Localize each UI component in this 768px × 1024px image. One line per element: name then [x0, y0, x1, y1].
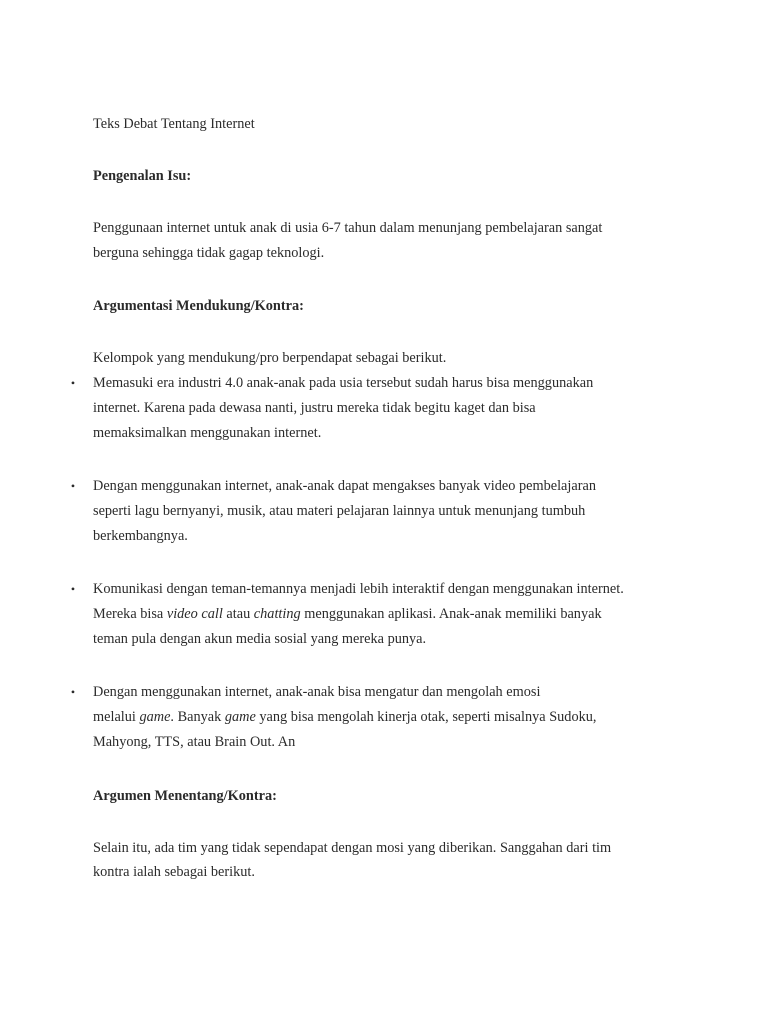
bullet-marker: •	[70, 376, 76, 390]
text-segment: yang bisa mengolah kinerja otak, seperti misalnya Sudoku,	[255, 709, 597, 725]
pro-bullet-1-line-2: internet. Karena pada dewasa nanti, justru mereka tidak begitu kaget dan bisa	[93, 400, 536, 416]
pro-bullet-2-line-3: berkembangnya.	[93, 528, 188, 544]
heading-pro: Argumentasi Mendukung/Kontra:	[93, 298, 304, 314]
text-segment: melalui	[93, 709, 140, 725]
pro-bullet-3-line-1: Komunikasi dengan teman-temannya menjadi lebih interaktif dengan menggunakan internet.	[93, 581, 624, 597]
heading-contra: Argumen Menentang/Kontra:	[93, 788, 277, 804]
heading-intro: Pengenalan Isu:	[93, 168, 192, 184]
text-segment: Mereka bisa	[93, 606, 167, 622]
pro-bullet-3-line-3: teman pula dengan akun media sosial yang mereka punya.	[93, 631, 427, 647]
intro-line-1: Penggunaan internet untuk anak di usia 6-7 tahun dalam menunjang pembelajaran sangat	[93, 220, 603, 236]
pro-bullet-1-line-1: Memasuki era industri 4.0 anak-anak pada usia tersebut sudah harus bisa menggunakan	[93, 375, 594, 391]
bullet-marker: •	[70, 685, 76, 699]
text-segment: . Banyak	[170, 709, 225, 725]
italic-term: game	[139, 709, 171, 725]
pro-bullet-1-line-3: memaksimalkan menggunakan internet.	[93, 425, 322, 441]
pro-bullet-4-line-2	[93, 707, 596, 727]
intro-line-2: berguna sehingga tidak gagap teknologi.	[93, 245, 325, 261]
text-segment: atau	[222, 606, 254, 622]
bullet-marker: •	[70, 582, 76, 596]
contra-line-1: Selain itu, ada tim yang tidak sependapat dengan mosi yang diberikan. Sanggahan dari tim	[93, 840, 612, 856]
italic-term: video call	[166, 606, 223, 622]
pro-bullet-4-line-1: Dengan menggunakan internet, anak-anak bisa mengatur dan mengolah emosi	[93, 684, 541, 700]
bullet-marker: •	[70, 479, 76, 493]
document-title: Teks Debat Tentang Internet	[93, 116, 255, 132]
italic-term: game	[224, 709, 256, 725]
text-segment: menggunakan aplikasi. Anak-anak memiliki banyak	[300, 606, 602, 622]
pro-bullet-3-line-2	[93, 604, 602, 624]
pro-bullet-2-line-1: Dengan menggunakan internet, anak-anak dapat mengakses banyak video pembelajaran	[93, 478, 596, 494]
contra-line-2: kontra ialah sebagai berikut.	[93, 864, 255, 880]
pro-intro: Kelompok yang mendukung/pro berpendapat sebagai berikut.	[93, 350, 447, 366]
pro-bullet-4-line-3: Mahyong, TTS, atau Brain Out. An	[93, 734, 296, 750]
italic-term: chatting	[253, 606, 301, 622]
pro-bullet-2-line-2: seperti lagu bernyanyi, musik, atau materi pelajaran lainnya untuk menunjang tumbuh	[93, 503, 586, 519]
